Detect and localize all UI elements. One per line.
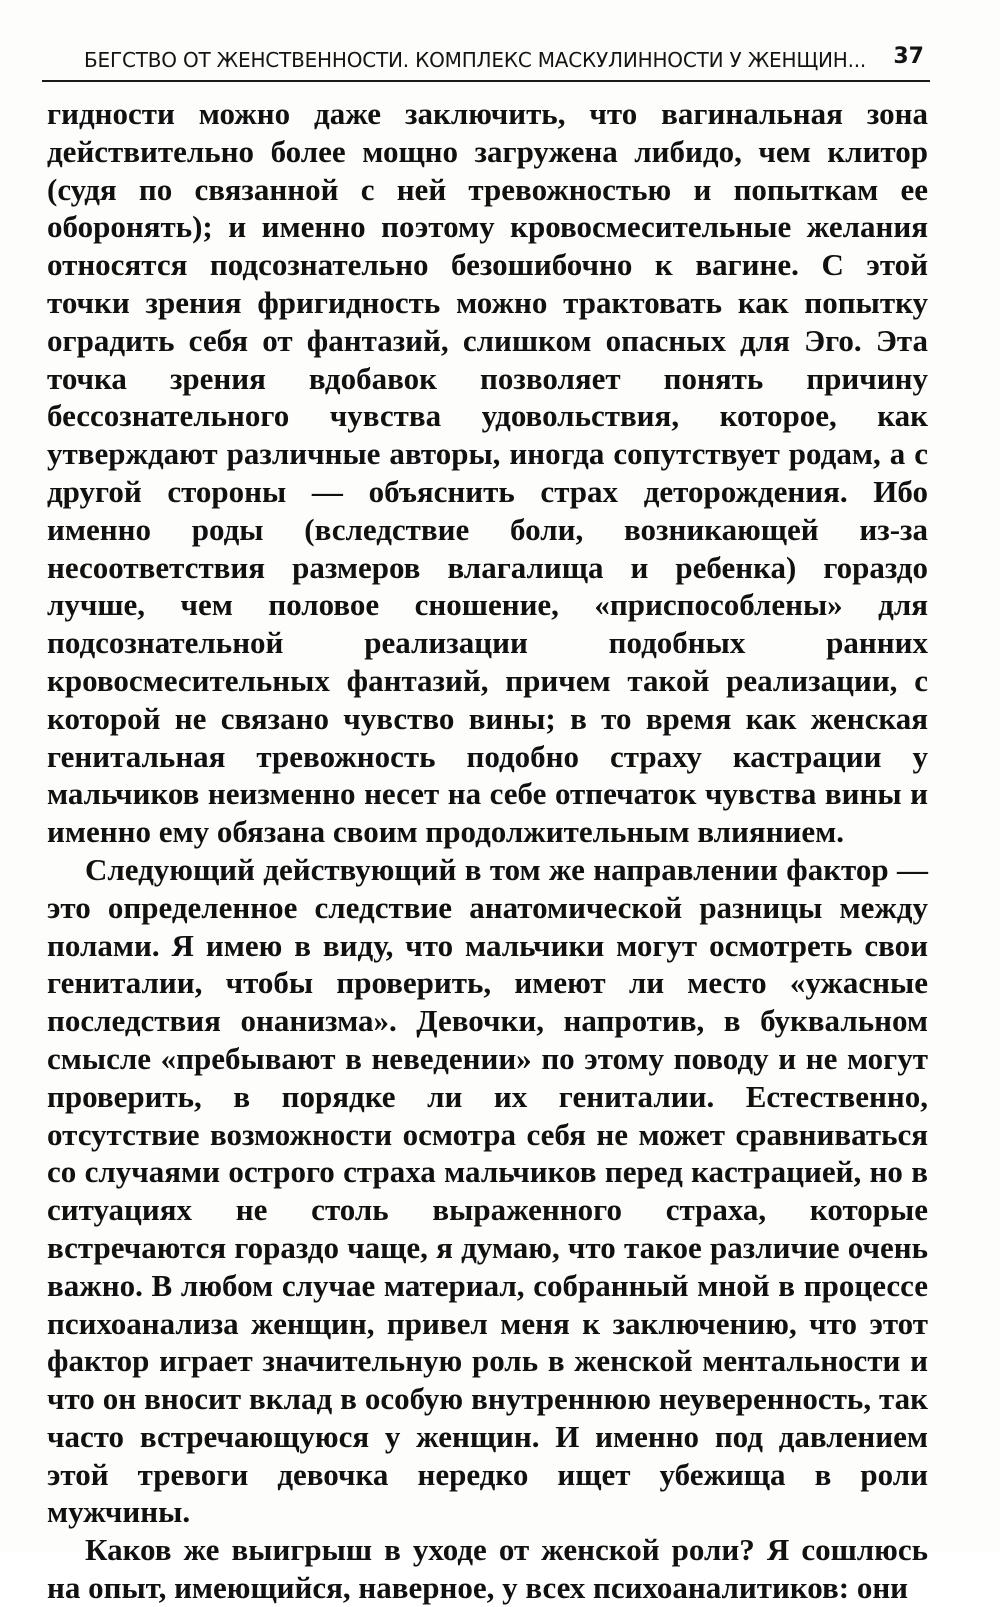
running-title: БЕГСТВО ОТ ЖЕНСТВЕННОСТИ. КОМПЛЕКС МАСКУЛИННОСТИ У ЖЕНЩИН... (84, 48, 867, 72)
paragraph-anatomical-difference: Следующий действующий в том же направлении фактор — это определенное следствие анатомической разницы между полами. Я имею в виду, что мальчики могут осмотреть свои гениталии, чтобы проверить, имеют ли место «ужасные последствия онанизма». Девочки, напротив, в буквальном смысле «пребывают в неведении» по этому поводу и не могут проверить, в порядке ли их гениталии. Естественно, отсутствие возможности осмотра себя не может сравниваться со случаями острого страха мальчиков перед кастрацией, но в ситуациях не столь выраженного страха, которые встречаются гораздо чаще, я думаю, что такое различие очень важно. В любом случае материал, собранный мной в процессе психоанализа женщин, привел меня к заключению, что этот фактор играет значительную роль в женской ментальности и что он вносит вклад в особую внутреннюю неуверенность, так часто встречающуюся у женщин. И именно под давлением этой тревоги девочка нередко ищет убежища в роли мужчины. (47, 851, 928, 1530)
running-head (84, 42, 924, 80)
paragraph-gain-question: Каков же выигрыш в уходе от женской роли? Я сошлюсь на опыт, имеющийся, наверное, у всех психоаналитиков: они (47, 1532, 928, 1606)
page-number: 37 (893, 44, 924, 69)
body-text (47, 95, 928, 1607)
paragraph-continued: гидности можно даже заключить, что вагинальная зона действительно более мощно загружена либидо, чем клитор (судя по связанной с ней тревожностью и попыткам ее оборонять); и именно поэтому кровосмесительные желания относятся подсознательно безошибочно к вагине. С этой точки зрения фригидность можно трактовать как попытку оградить себя от фантазий, слишком опасных для Эго. Эта точка зрения вдобавок позволяет понять причину бессознательного чувства удовольствия, которое, как утверждают различные авторы, иногда сопутствует родам, а с другой стороны — объяснить страх деторождения. Ибо именно роды (вследствие боли, возникающей из-за несоответствия размеров влагалища и ребенка) гораздо лучше, чем половое сношение, «приспособлены» для подсознательной реализации подобных ранних кровосмесительных фантазий, причем такой реализации, с которой не связано чувство вины; в то время как женская генитальная тревожность подобно страху кастрации у мальчиков неизменно несет на себе отпечаток чувства вины и именно ему обязана своим продолжительным влиянием. (47, 96, 928, 850)
header-divider (42, 80, 930, 82)
